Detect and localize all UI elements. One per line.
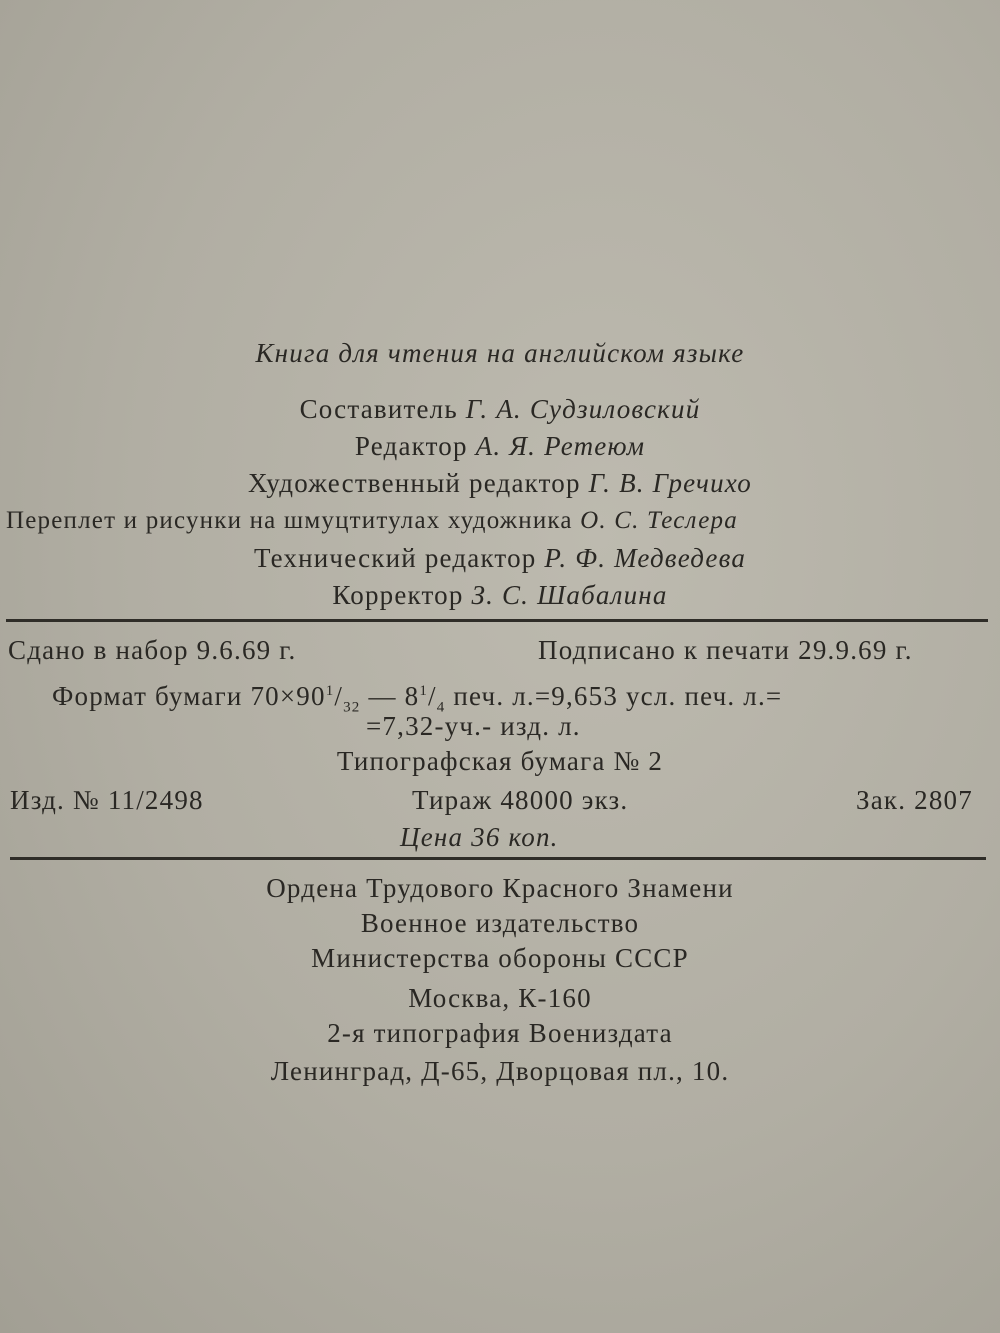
credit-name: Г. А. Судзиловский — [465, 394, 701, 424]
sent-to-set: Сдано в набор 9.6.69 г. — [8, 635, 297, 665]
signed-for-print: Подписано к печати 29.9.69 г. — [538, 635, 913, 665]
paper-type: Типографская бумага № 2 — [336, 746, 664, 776]
credit-name: О. С. Теслера — [580, 507, 738, 534]
credit-role: Переплет и рисунки на шмуцтитулах художника — [6, 507, 573, 534]
credit-compiler — [0, 393, 1000, 425]
book-title: Книга для чтения на английском языке — [255, 338, 745, 368]
credit-name: Г. В. Гречихо — [588, 468, 752, 498]
order-number: Зак. 2807 — [856, 785, 973, 815]
paper-format-continued: =7,32-уч.- изд. л. — [366, 711, 581, 741]
publisher-line-3: Министерства обороны СССР — [311, 943, 689, 973]
publisher-line-4: Москва, К-160 — [408, 983, 592, 1013]
credit-role: Корректор — [332, 580, 464, 610]
credit-name: А. Я. Ретеюм — [475, 431, 646, 461]
credit-name: Р. Ф. Медведева — [544, 543, 747, 573]
credit-role: Художественный редактор — [247, 468, 581, 498]
credit-role: Редактор — [354, 431, 468, 461]
credit-art-editor — [0, 467, 1000, 499]
credit-role: Составитель — [299, 394, 458, 424]
publisher-line-2: Военное издательство — [360, 908, 640, 938]
publisher-line-5: 2-я типография Воениздата — [327, 1018, 673, 1048]
divider-bottom — [10, 857, 986, 860]
credit-illustrator — [6, 505, 738, 537]
publisher-line-6: Ленинград, Д-65, Дворцовая пл., 10. — [270, 1056, 730, 1086]
credit-proofreader — [0, 579, 1000, 611]
publisher-line-1: Ордена Трудового Красного Знамени — [266, 873, 734, 903]
credit-technical-editor — [0, 542, 1000, 574]
price: Цена 36 коп. — [400, 822, 559, 852]
paper-format: Формат бумаги $70\times 90^1/_{32}$ — $8^1/_4$ печ. л.=9,653 усл. печ. л.= — [52, 681, 783, 716]
credit-name: З. С. Шабалина — [471, 580, 668, 610]
divider-top — [6, 619, 988, 622]
print-run: Тираж 48000 экз. — [412, 785, 629, 815]
credit-role: Технический редактор — [253, 543, 537, 573]
edition-number: Изд. № 11/2498 — [10, 785, 204, 815]
credit-editor — [0, 430, 1000, 462]
